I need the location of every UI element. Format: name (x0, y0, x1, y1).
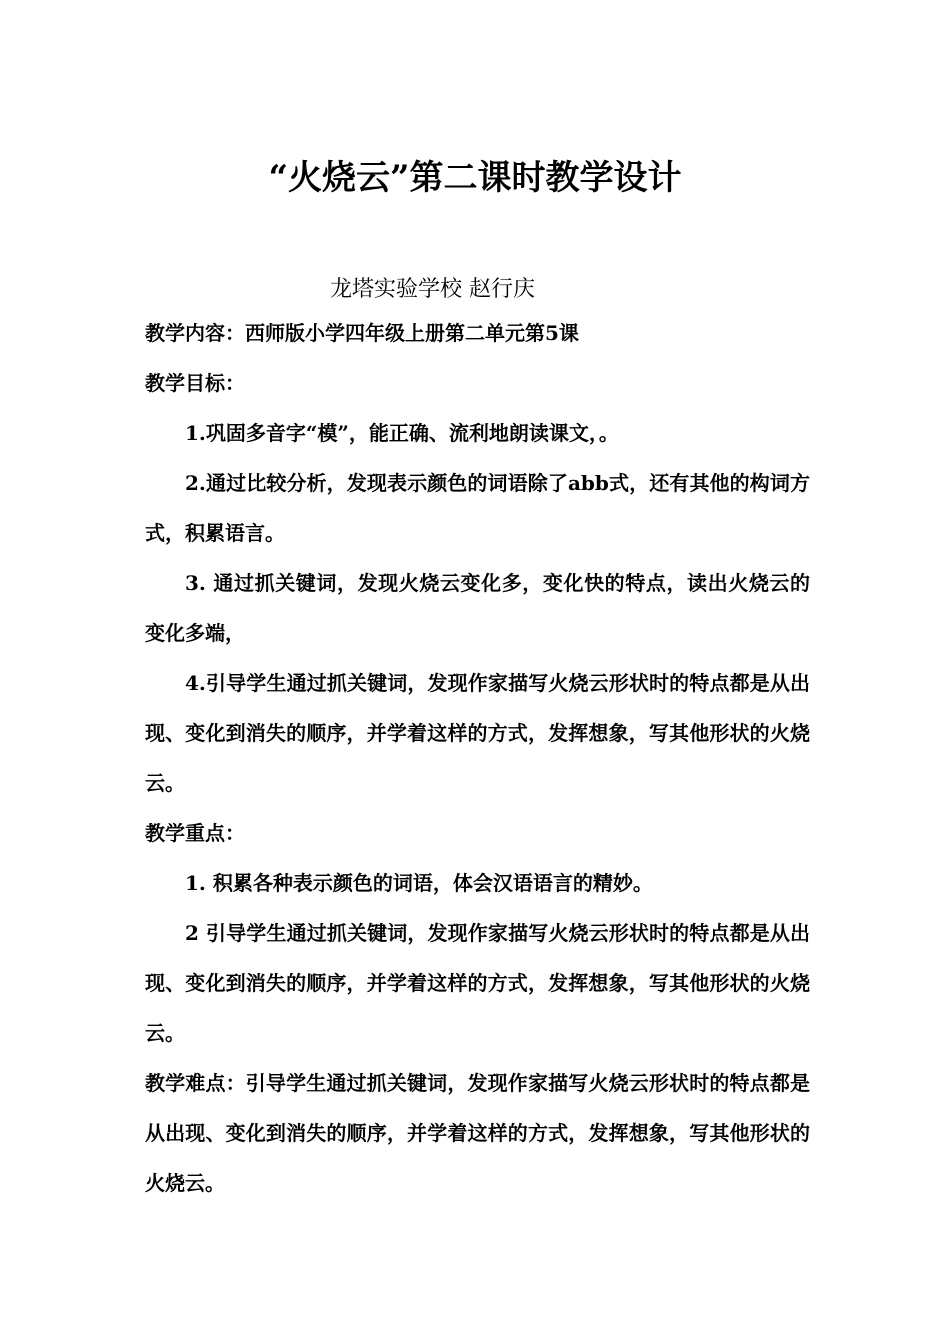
author-line: 龙塔实验学校 赵行庆 (330, 277, 535, 302)
goal-item-4: 4.引导学生通过抓关键词，发现作家描写火烧云形状时的特点都是从出现、变化到消失的顺序，并学着这样的方式，发挥想象，写其他形状的火烧云。 (145, 671, 810, 795)
teaching-difficulty-label: 教学难点： (145, 1071, 246, 1095)
teaching-goals-heading: 教学目标： (145, 371, 245, 395)
teaching-content-text: 西师版小学四年级上册第二单元第5课 (245, 321, 579, 345)
key-point-item-1: 1. 积累各种表示颜色的词语，体会汉语语言的精妙。 (185, 871, 653, 895)
goal-item-1: 1.巩固多音字“模”，能正确、流利地朗读课文，。 (185, 421, 619, 445)
document-title: “火烧云”第二课时教学设计 (268, 158, 682, 198)
teaching-content-label: 教学内容： (145, 321, 245, 345)
teaching-difficulty-text: 引导学生通过抓关键词，发现作家描写火烧云形状时的特点都是从出现、变化到消失的顺序，并学着这样的方式，发挥想象，写其他形状的火烧云。 (145, 1071, 810, 1195)
goal-item-2: 2.通过比较分析，发现表示颜色的词语除了abb式，还有其他的构词方式，积累语言。 (145, 471, 810, 545)
key-points-heading: 教学重点： (145, 821, 245, 845)
goal-item-3: 3. 通过抓关键词，发现火烧云变化多，变化快的特点，读出火烧云的变化多端， (145, 571, 810, 645)
teaching-difficulty (145, 1058, 810, 1208)
document-body (145, 308, 810, 1208)
teaching-content (145, 308, 810, 358)
key-point-item-2: 2 引导学生通过抓关键词，发现作家描写火烧云形状时的特点都是从出现、变化到消失的顺序，并学着这样的方式，发挥想象，写其他形状的火烧云。 (145, 921, 810, 1045)
